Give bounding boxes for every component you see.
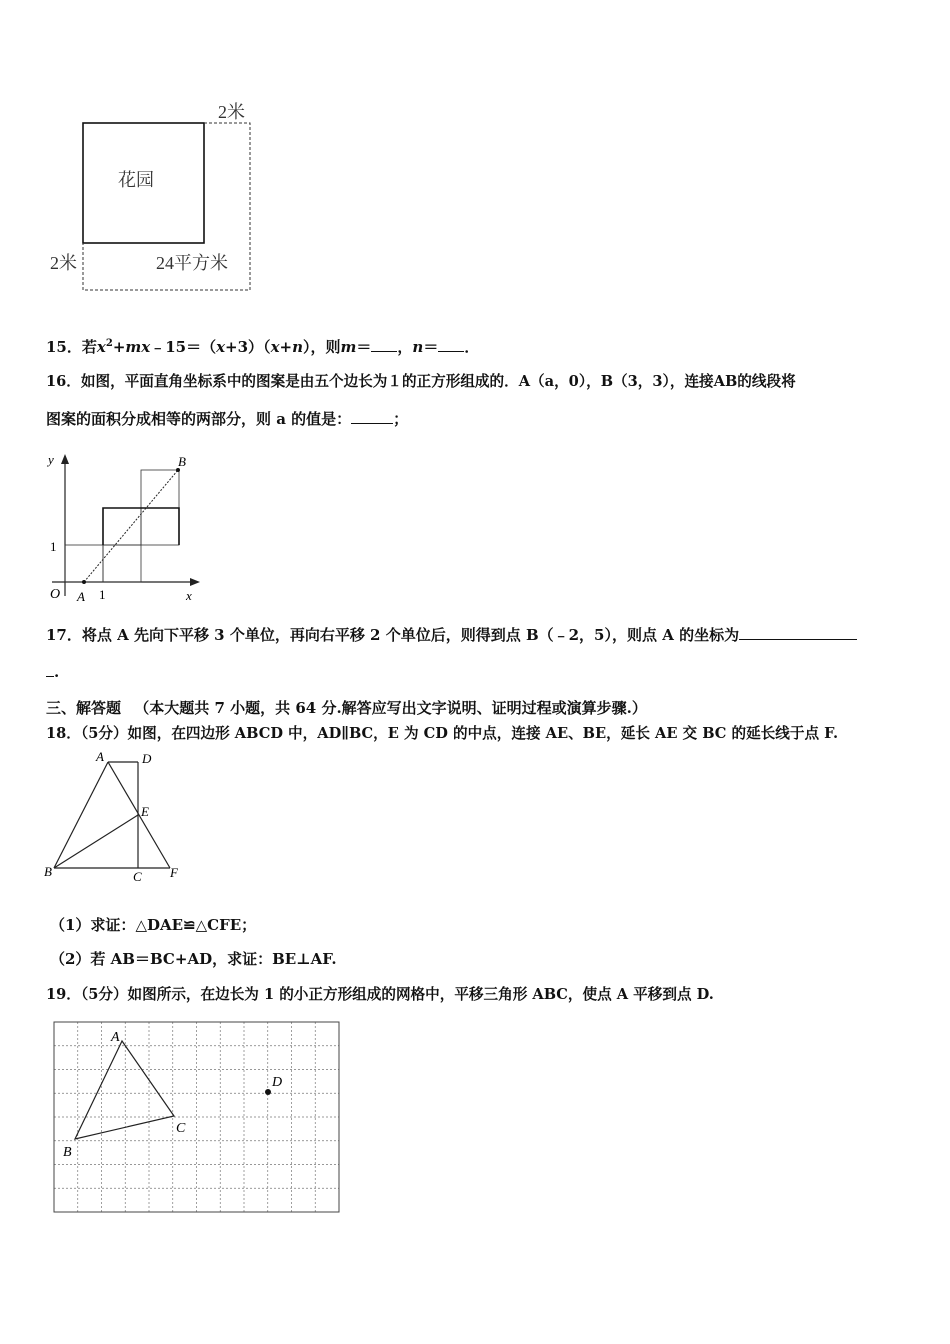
label-one-y: 1 — [50, 539, 57, 554]
q15-text: + — [279, 338, 293, 356]
label-E: E — [141, 804, 149, 819]
q16-line2-text: 图案的面积分成相等的两部分，则 a 的值是： — [46, 410, 352, 428]
q17-end: . — [54, 663, 60, 681]
label-D: D — [142, 751, 152, 766]
q15-text: ﹣15＝（ — [150, 338, 217, 356]
garden-label-left: 2米 — [50, 253, 77, 273]
label-C: C — [176, 1121, 186, 1136]
q15-var: x — [216, 338, 226, 356]
point-A — [82, 580, 86, 584]
label-B: B — [63, 1145, 72, 1160]
q15-var: x — [96, 338, 106, 356]
coordinate-figure — [44, 448, 214, 606]
label-A: A — [77, 589, 85, 604]
q17-text: 17．将点 A 先向下平移 3 个单位，再向右平移 2 个单位后，则得到点 B（﹣2，5），则点 A 的坐标为 — [46, 626, 740, 644]
q15-var: n — [292, 338, 303, 356]
q15-text: + — [112, 338, 126, 356]
q16-answer-blank[interactable] — [351, 409, 393, 424]
question-18: 18．（5分）如图，在四边形 ABCD 中，AD∥BC，E 为 CD 的中点，连接 AE、BE，延长 AE 交 BC 的延长线于点 F. — [46, 725, 839, 742]
label-x: x — [186, 588, 192, 603]
q15-var: x — [270, 338, 280, 356]
x-axis-arrow — [190, 578, 200, 586]
q16-line2-end: ； — [393, 410, 409, 428]
label-D: D — [272, 1075, 283, 1090]
q15-text: 若 — [81, 338, 97, 356]
label-C: C — [133, 869, 142, 884]
q15-text: +3）（ — [225, 338, 271, 356]
q15-text: ， — [397, 338, 413, 356]
grid-figure — [50, 1018, 346, 1216]
segment-BE — [54, 815, 138, 868]
question-18-part2: （2）若 AB＝BC+AD，求证：BE⊥AF. — [50, 950, 337, 968]
question-17 — [46, 624, 857, 645]
q15-answer-blank-m[interactable] — [371, 337, 397, 352]
question-19: 19．（5分）如图所示，在边长为 1 的小正方形组成的网格中，平移三角形 ABC，使点 A 平移到点 D. — [46, 986, 714, 1003]
label-B: B — [44, 864, 52, 879]
segment-AF — [108, 762, 170, 868]
label-B: B — [178, 454, 186, 469]
question-15 — [46, 336, 479, 357]
question-17-line2 — [46, 662, 59, 681]
q15-exponent: 2 — [105, 338, 113, 349]
q15-var: mx — [125, 338, 151, 356]
question-16-line2 — [46, 408, 408, 429]
garden-label-area: 24平方米 — [156, 253, 228, 273]
q17-answer-blank-cont[interactable] — [46, 662, 54, 677]
q15-text: ． — [464, 338, 480, 356]
garden-label-inner: 花园 — [118, 170, 154, 190]
garden-label-top: 2米 — [218, 102, 245, 122]
question-18-part1: （1）求证：△DAE≌△CFE； — [50, 916, 257, 934]
label-y: y — [48, 452, 54, 467]
y-axis-arrow — [61, 454, 69, 464]
question-16-line1: 16．如图，平面直角坐标系中的图案是由五个边长为１的正方形组成的．A（a，0），B（3，3），连接AB的线段将 — [46, 373, 796, 390]
segment-AB — [54, 762, 108, 868]
q15-text: ），则 — [303, 338, 341, 356]
q15-text: ＝ — [423, 338, 439, 356]
section-3-note: （本大题共 7 小题，共 64 分.解答应写出文字说明、证明过程或演算步骤.） — [134, 699, 647, 717]
q15-answer-blank-n[interactable] — [438, 337, 464, 352]
q15-text: ＝ — [356, 338, 372, 356]
label-A: A — [96, 749, 104, 764]
grid-lines — [54, 1022, 339, 1212]
q17-answer-blank[interactable] — [739, 625, 857, 640]
quadrilateral-figure — [40, 748, 190, 888]
label-origin: O — [50, 587, 61, 602]
q15-var: m — [340, 338, 357, 356]
q15-var: n — [412, 338, 424, 356]
unit-squares — [65, 470, 179, 582]
garden-figure — [40, 98, 270, 298]
label-A: A — [111, 1030, 120, 1045]
segment-AB — [84, 470, 178, 582]
point-D — [265, 1089, 271, 1095]
label-F: F — [170, 865, 178, 880]
section-3-heading — [46, 697, 647, 718]
section-3-title: 三、解答题 — [46, 699, 122, 717]
q15-number: 15． — [46, 338, 82, 356]
label-one-x: 1 — [99, 587, 106, 602]
triangle-ABC — [75, 1041, 174, 1139]
